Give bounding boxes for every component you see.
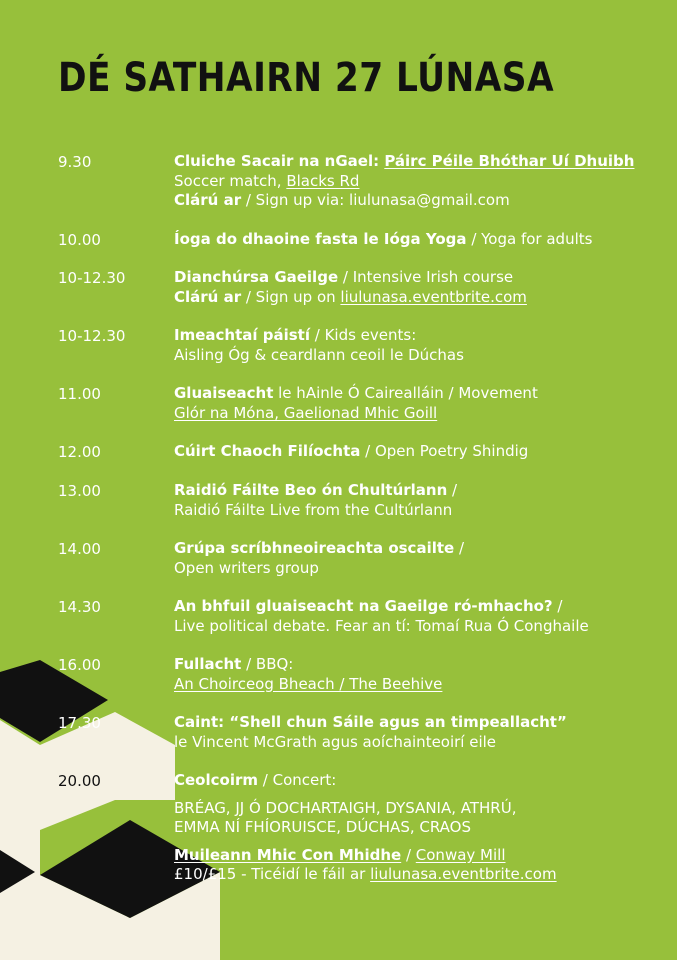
event-line (174, 617, 644, 637)
event-name: Dianchúrsa Gaeilge (174, 268, 339, 286)
event-name: Clárú ar (174, 287, 242, 306)
event-description (174, 230, 644, 250)
event-text: / Kids events: (309, 326, 417, 344)
event-line (174, 655, 644, 675)
event-line (174, 559, 644, 579)
event-name: Caint: “Shell chun Sáile agus an timpeallacht” (174, 713, 567, 731)
event-description (174, 152, 644, 211)
event-description (174, 268, 644, 307)
event-link[interactable]: liulunasa.eventbrite.com (340, 287, 527, 306)
event-description (174, 771, 644, 885)
event-text: / Intensive Irish course (338, 268, 514, 286)
event-line (174, 326, 644, 346)
event-time: 10.00 (58, 231, 101, 249)
cube-face-light (115, 712, 175, 800)
event-line (174, 501, 644, 521)
event-text: Live political debate. Fear an tí: Tomaí Rua Ó Conghaile (174, 616, 589, 635)
event-link[interactable]: Muileann Mhic Con Mhidhe (174, 845, 402, 864)
event-description (174, 539, 644, 578)
event-text: / Open Poetry Shindig (360, 442, 529, 460)
event-line (174, 268, 644, 288)
event-name: Íoga do dhaoine fasta le Ióga Yoga (174, 230, 467, 248)
event-name: Raidió Fáilte Beo ón Chultúrlann (174, 481, 448, 499)
event-name: Fullacht (174, 655, 242, 673)
event-name: An bhfuil gluaiseacht na Gaeilge ró-mhacho? (174, 597, 553, 615)
event-line (174, 191, 644, 211)
event-line (174, 865, 644, 885)
event-name: Cúirt Chaoch Filíochta (174, 442, 361, 460)
event-line (174, 384, 644, 404)
event-time: 14.30 (58, 598, 101, 616)
event-text: / Concert: (258, 771, 337, 789)
event-text: EMMA NÍ FHÍORUISCE, DÚCHAS, CRAOS (174, 818, 471, 836)
event-link[interactable]: Páirc Péile Bhóthar Uí Dhuibh (384, 152, 635, 170)
event-line (174, 539, 644, 559)
event-description (174, 442, 644, 462)
event-time: 12.00 (58, 443, 101, 461)
event-time: 17.30 (58, 714, 101, 732)
event-line (174, 799, 644, 819)
event-name: Ceolcoirm (174, 771, 258, 789)
event-text: / (447, 481, 458, 499)
event-text: Open writers group (174, 558, 319, 577)
event-text: Soccer match, (174, 171, 287, 190)
event-name: Gluaiseacht (174, 384, 274, 402)
event-line (174, 172, 644, 192)
event-time: 20.00 (58, 772, 101, 790)
event-text: / Yoga for adults (466, 230, 593, 248)
event-text: le Vincent McGrath agus aoíchainteoirí eile (174, 732, 497, 751)
event-text: / Sign up via: liulunasa@gmail.com (241, 191, 510, 209)
event-text: / BBQ: (241, 655, 294, 673)
event-line (174, 288, 644, 308)
event-line (174, 771, 644, 791)
event-text: £10/£15 - Ticéidí le fáil ar (174, 865, 371, 883)
event-time: 10-12.30 (58, 269, 126, 287)
event-text: Aisling Óg & ceardlann ceoil le Dúchas (174, 345, 464, 364)
event-name: Grúpa scríbhneoireachta oscailte (174, 539, 455, 557)
event-line (174, 818, 644, 838)
event-time: 14.00 (58, 540, 101, 558)
event-text: / (454, 539, 465, 557)
event-link[interactable]: liulunasa.eventbrite.com (370, 865, 557, 883)
event-text: / (552, 597, 563, 615)
event-line (174, 675, 644, 695)
event-description (174, 713, 644, 752)
event-name: Imeachtaí páistí (174, 326, 310, 344)
event-description (174, 326, 644, 365)
event-description (174, 655, 644, 694)
event-description (174, 384, 644, 423)
event-line (174, 846, 644, 866)
event-line (174, 713, 644, 733)
event-link[interactable]: Glór na Móna, Gaelionad Mhic Goill (174, 403, 438, 422)
event-link[interactable]: Conway Mill (415, 845, 506, 864)
event-line (174, 442, 644, 462)
event-text: le hAinle Ó Cairealláin / Movement (273, 384, 538, 402)
event-description (174, 481, 644, 520)
event-text: Raidió Fáilte Live from the Cultúrlann (174, 500, 453, 519)
event-time: 10-12.30 (58, 327, 126, 345)
event-name: Clárú ar (174, 191, 242, 209)
event-time: 11.00 (58, 385, 101, 403)
event-text: / Sign up on (241, 287, 341, 306)
event-time: 13.00 (58, 482, 101, 500)
event-text: BRÉAG, JJ Ó DOCHARTAIGH, DYSANIA, ATHRÚ, (174, 798, 517, 817)
event-line (174, 404, 644, 424)
event-name: Cluiche Sacair na nGael: (174, 152, 385, 170)
event-line (174, 597, 644, 617)
event-line (174, 733, 644, 753)
event-line (174, 152, 644, 172)
event-line (174, 230, 644, 250)
event-link[interactable]: An Choirceog Bheach / The Beehive (174, 674, 443, 693)
event-description (174, 597, 644, 636)
event-line (174, 346, 644, 366)
event-link[interactable]: Blacks Rd (286, 171, 360, 190)
event-time: 9.30 (58, 153, 92, 171)
event-line (174, 481, 644, 501)
page-title: DÉ SATHAIRN 27 LÚNASA (58, 55, 555, 101)
event-text: / (401, 845, 416, 864)
event-time: 16.00 (58, 656, 101, 674)
